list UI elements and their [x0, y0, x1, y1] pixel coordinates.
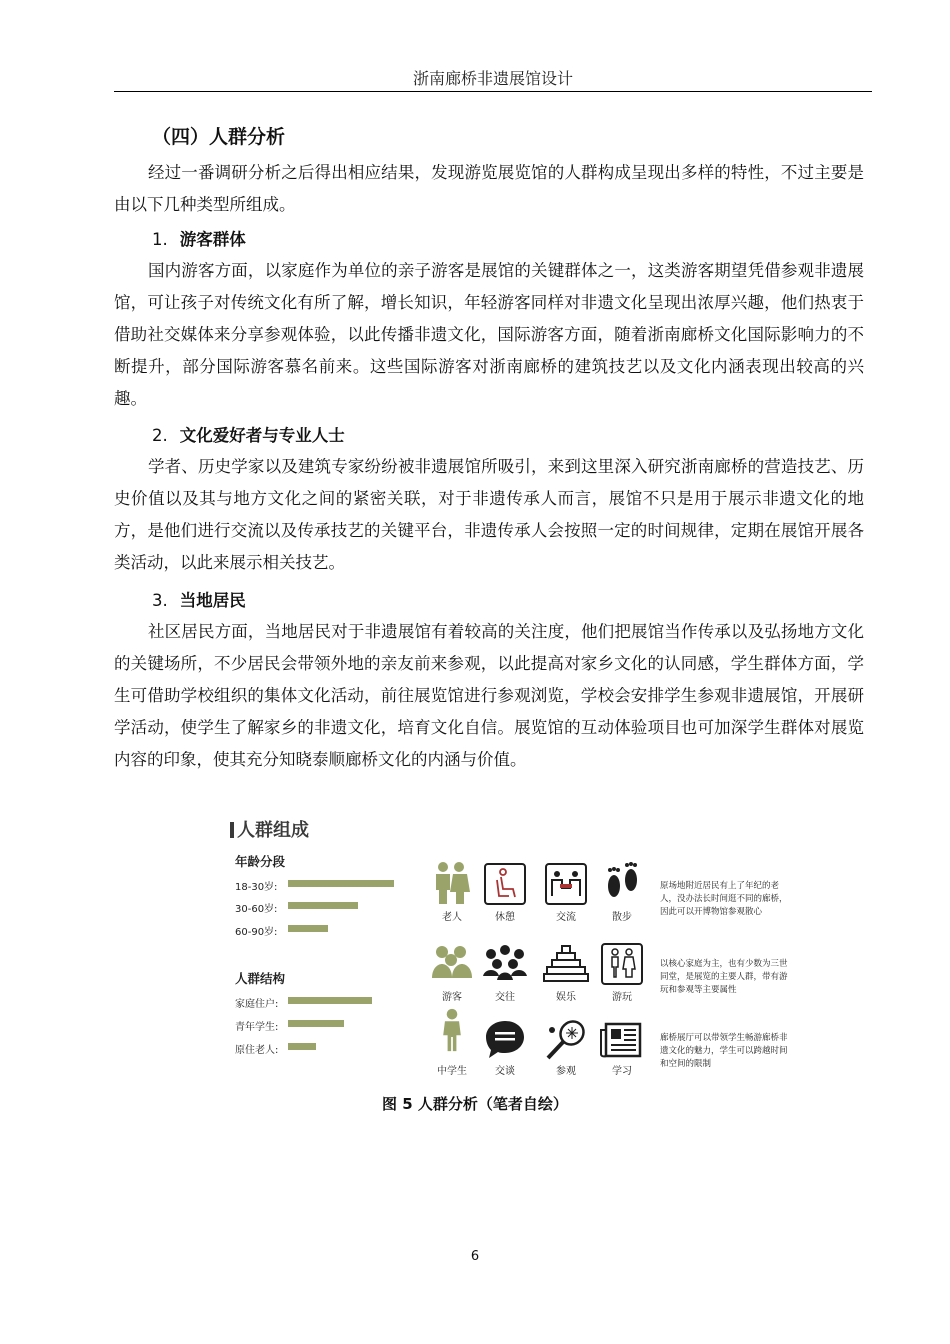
subheading-2	[152, 422, 345, 446]
row-note: 原场地附近居民有上了年纪的老人，没办法长时间逛不同的廊桥，因此可以开博物馆参观散心	[660, 881, 788, 917]
icon-label: 散步	[612, 912, 632, 923]
icon-label: 参观	[556, 1066, 576, 1077]
age-row-label: 18-30岁:	[235, 882, 278, 893]
age-bar	[288, 925, 328, 932]
icon-label: 游客	[442, 992, 462, 1003]
row-note: 廊桥展厅可以带领学生畅游廊桥非遗文化的魅力，学生可以跨越时间和空间的限制	[660, 1033, 788, 1069]
newspaper-icon	[598, 1018, 646, 1062]
page-number: 6	[470, 1249, 480, 1264]
crowd-icon	[481, 942, 529, 986]
subheading-number: 1.	[152, 230, 168, 249]
structure-row-label: 青年学生:	[235, 1022, 279, 1033]
row-note: 以核心家庭为主，也有少数为三世同堂，是展览的主要人群，带有游玩和参观等主要属性	[660, 959, 788, 995]
subheading-text: 文化爱好者与专业人士	[179, 426, 345, 445]
subheading-1	[152, 226, 246, 250]
title-marker	[230, 822, 234, 838]
family-icon	[598, 942, 646, 986]
section-title: （四）人群分析	[152, 126, 286, 148]
structure-bar	[288, 997, 372, 1004]
paragraph-tourists: 国内游客方面，以家庭作为单位的亲子游客是展馆的关键群体之一，这类游客期望凭借参观非遗展馆，可让孩子对传统文化有所了解，增长知识，年轻游客同样对非遗文化呈现出浓厚兴趣，他们热衷于借助社交媒体来分享参观体验，以此传播非遗文化，国际游客方面，随着浙南廊桥文化国际影响力的不断提升，部分国际游客慕名前来。这些国际游客对浙南廊桥的建筑技艺以及文化内涵表现出较高的兴趣。	[114, 261, 864, 408]
structure-row-label: 原住老人:	[235, 1045, 279, 1056]
icon-label: 交流	[556, 912, 576, 923]
subheading-number: 3.	[152, 591, 168, 610]
communicate-icon	[542, 862, 590, 906]
elderly-couple-icon	[428, 860, 476, 904]
age-row-label: 30-60岁:	[235, 904, 278, 915]
pyramid-icon	[542, 942, 590, 986]
structure-row-label: 家庭住户:	[235, 999, 279, 1010]
icon-label: 老人	[442, 912, 462, 923]
icon-label: 娱乐	[556, 992, 576, 1003]
figure-title	[230, 816, 309, 842]
paragraph-professionals: 学者、历史学家以及建筑专家纷纷被非遗展馆所吸引，来到这里深入研究浙南廊桥的营造技艺、历史价值以及其与地方文化之间的紧密关联，对于非遗传承人而言，展馆不只是用于展示非遗文化的地方，是他们进行交流以及传承技艺的关键平台，非遗传承人会按照一定的时间规律，定期在展馆开展各类活动，以此来展示相关技艺。	[114, 457, 864, 572]
paragraph-residents: 社区居民方面，当地居民对于非遗展馆有着较高的关注度，他们把展馆当作传承以及弘扬地方文化的关键场所，不少居民会带领外地的亲友前来参观，以此提高对家乡文化的认同感，学生群体方面，学生可借助学校组织的集体文化活动，前往展览馆进行参观浏览，学校会安排学生参观非遗展馆，开展研学活动，使学生了解家乡的非遗文化，培育文化自信。展览馆的互动体验项目也可加深学生群体对展览内容的印象，使其充分知晓泰顺廊桥文化的内涵与价值。	[114, 622, 864, 769]
icon-label: 交谈	[495, 1066, 515, 1077]
running-header: 浙南廊桥非遗展馆设计	[412, 69, 573, 88]
age-group-title: 年龄分段	[235, 854, 286, 869]
icon-label: 中学生	[437, 1066, 467, 1077]
racket-icon	[542, 1018, 590, 1062]
rest-chair-icon	[481, 862, 529, 906]
subheading-text: 游客群体	[179, 230, 246, 249]
subheading-3	[152, 587, 246, 611]
age-bar	[288, 902, 358, 909]
speech-bubble-icon	[481, 1018, 529, 1062]
tourist-group-icon	[428, 942, 476, 986]
crowd-composition-figure	[222, 812, 802, 1087]
structure-bar	[288, 1043, 316, 1050]
structure-bar	[288, 1020, 344, 1027]
icon-label: 学习	[612, 1066, 632, 1077]
figure-caption: 图 5 人群分析（笔者自绘）	[382, 1095, 568, 1113]
icon-label: 交往	[495, 992, 515, 1003]
subheading-number: 2.	[152, 426, 168, 445]
student-icon	[428, 1008, 476, 1052]
subheading-text: 当地居民	[179, 591, 246, 610]
structure-group-title: 人群结构	[235, 971, 286, 986]
icon-label: 休憩	[495, 912, 515, 923]
age-bar	[288, 880, 394, 887]
header-rule	[114, 91, 872, 92]
figure-title-text: 人群组成	[237, 820, 309, 841]
footprints-icon	[598, 860, 646, 904]
icon-label: 游玩	[612, 992, 632, 1003]
intro-paragraph: 经过一番调研分析之后得出相应结果，发现游览展览馆的人群构成呈现出多样的特性，不过主要是由以下几种类型所组成。	[114, 163, 864, 214]
age-row-label: 60-90岁:	[235, 927, 278, 938]
